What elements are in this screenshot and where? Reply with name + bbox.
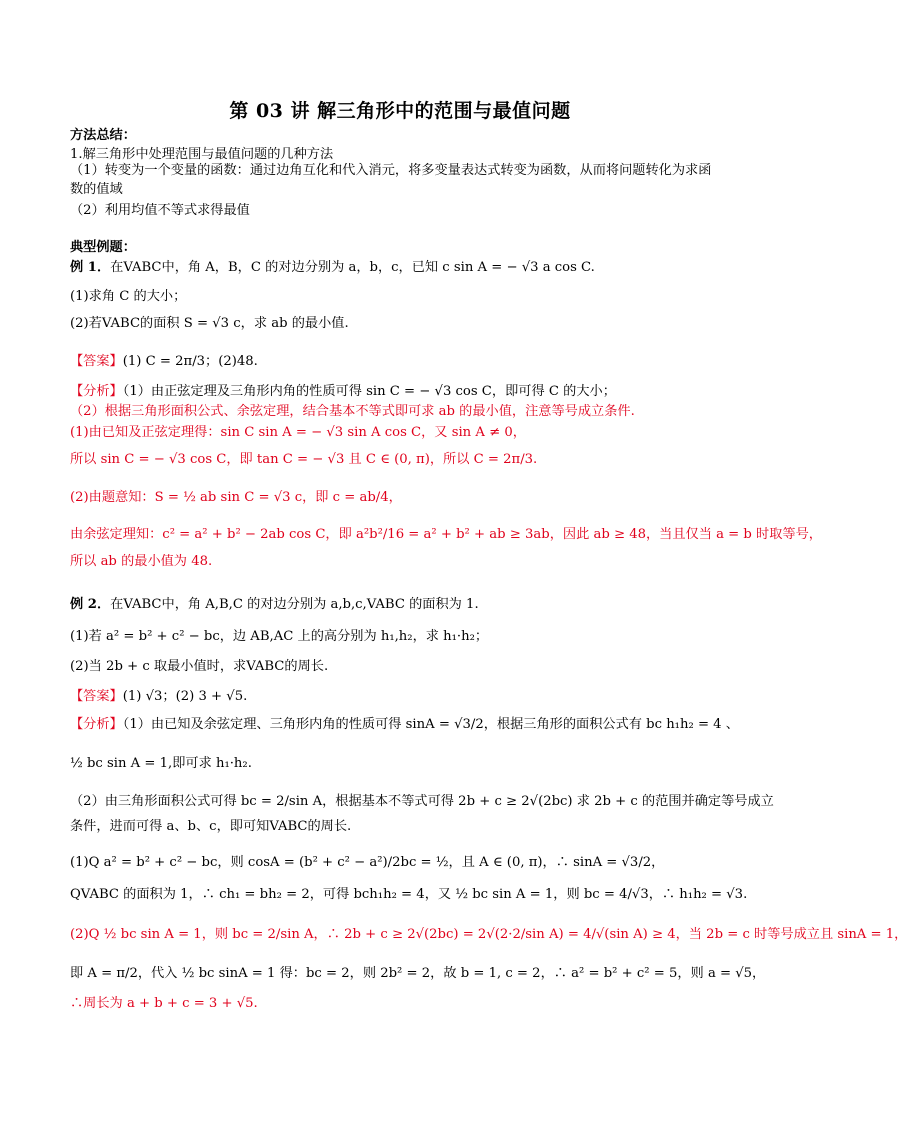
example-1-q2: (2)若VABC的面积 S = √3 c，求 ab 的最小值.: [70, 316, 349, 331]
example-2-stem-text: 在VABC中，角 A,B,C 的对边分别为 a,b,c,VABC 的面积为 1.: [110, 597, 479, 612]
example-1-q1: (1)求角 C 的大小；: [70, 289, 187, 304]
method-line-2: （1）转变为一个变量的函数：通过边角互化和代入消元，将多变量表达式转变为函数，从而将问题转化为求函数的值域: [70, 163, 712, 197]
example-2-q1: (1)若 a² = b² + c² − bc，边 AB,AC 上的高分别为 h₁,h₂，求 h₁·h₂；: [70, 629, 489, 644]
example-1-solution-3: (2)由题意知：S = ½ ab sin C = √3 c，即 c = ab/4，: [70, 490, 402, 505]
method-heading: 方法总结：: [70, 128, 136, 143]
example-1-stem: [70, 256, 595, 275]
example-2-answer-text: (1) √3；(2) 3 + √5.: [122, 689, 248, 704]
example-2-answer: [70, 685, 247, 704]
example-1-answer-tag: 【答案】: [70, 354, 123, 369]
example-1-stem-text: 在VABC中，角 A，B，C 的对边分别为 a，b，c，已知 c sin A = − √3 a cos C.: [110, 260, 595, 275]
example-1-solution-5: 所以 ab 的最小值为 48.: [70, 554, 213, 569]
example-2-q2: (2)当 2b + c 取最小值时，求VABC的周长.: [70, 659, 329, 674]
example-2-analysis-2: （2）由三角形面积公式可得 bc = 2/sin A，根据基本不等式可得 2b + c ≥ 2√(2bc) 求 2b + c 的范围并确定等号成立: [70, 794, 774, 809]
example-2-answer-tag: 【答案】: [70, 689, 123, 704]
example-1-analysis-1-text: （1）由正弦定理及三角形内角的性质可得 sin C = − √3 cos C，即可得 C 的大小；: [122, 384, 616, 399]
example-2-analysis-2b: 条件，进而可得 a、b、c，即可知VABC的周长.: [70, 819, 352, 834]
example-2-solution-5: ∴周长为 a + b + c = 3 + √5.: [70, 996, 258, 1011]
example-1-answer: [70, 350, 258, 369]
example-2-analysis-1-text: （1）由已知及余弦定理、三角形内角的性质可得 sinA = √3/2，根据三角形的面积公式有 bc h₁h₂ = 4 、: [122, 717, 739, 732]
method-line-1: 1.解三角形中处理范围与最值问题的几种方法: [70, 147, 334, 162]
example-2-solution-3: [70, 923, 907, 942]
example-1-label: 例 1．: [70, 260, 111, 275]
example-1-analysis-1: [70, 380, 616, 399]
example-1-solution-4: 由余弦定理知：c² = a² + b² − 2ab cos C，即 a²b²/16 = a² + b² + ab ≥ 3ab，因此 ab ≥ 48，当且仅当 a = b 时取等号，: [70, 527, 822, 542]
example-2-stem: [70, 593, 479, 612]
example-2-solution-1: (1)Q a² = b² + c² − bc，则 cosA = (b² + c² − a²)/2bc = ½，且 A ∈ (0, π)，∴ sinA = √3/2，: [70, 855, 665, 870]
example-1-analysis-tag: 【分析】: [70, 384, 123, 399]
example-2-analysis-tag: 【分析】: [70, 717, 123, 732]
example-2-label: 例 2．: [70, 597, 111, 612]
method-line-3: （2）利用均值不等式求得最值: [70, 203, 250, 218]
examples-heading: 典型例题：: [70, 240, 136, 255]
example-1-answer-text: (1) C = 2π/3；(2)48.: [122, 354, 258, 369]
example-2-solution-2: QVABC 的面积为 1，∴ ch₁ = bh₂ = 2，可得 bch₁h₂ = 4，又 ½ bc sin A = 1，则 bc = 4/√3，∴ h₁h₂ = √3.: [70, 887, 748, 902]
example-2-analysis-1b: ½ bc sin A = 1,即可求 h₁·h₂.: [70, 756, 252, 771]
document-title: 第 03 讲 解三角形中的范围与最值问题: [229, 100, 571, 122]
example-1-solution-2: 所以 sin C = − √3 cos C，即 tan C = − √3 且 C ∈ (0, π)，所以 C = 2π/3.: [70, 452, 538, 467]
example-2-solution-3-text: (2)Q ½ bc sin A = 1，则 bc = 2/sin A，∴ 2b + c ≥ 2√(2bc) = 2√(2·2/sin A) = 4/√(sin A) ≥ 4，当 2b = c 时等号成立且 sinA = 1，: [70, 927, 907, 942]
example-2-analysis-1: [70, 713, 739, 732]
example-1-analysis-2: （2）根据三角形面积公式、余弦定理，结合基本不等式即可求 ab 的最小值，注意等号成立条件.: [70, 404, 635, 419]
example-2-solution-4: 即 A = π/2，代入 ½ bc sinA = 1 得：bc = 2，则 2b² = 2，故 b = 1, c = 2，∴ a² = b² + c² = 5，则 a = √5，: [70, 966, 766, 981]
example-1-solution-1: (1)由已知及正弦定理得：sin C sin A = − √3 sin A cos C，又 sin A ≠ 0，: [70, 425, 526, 440]
